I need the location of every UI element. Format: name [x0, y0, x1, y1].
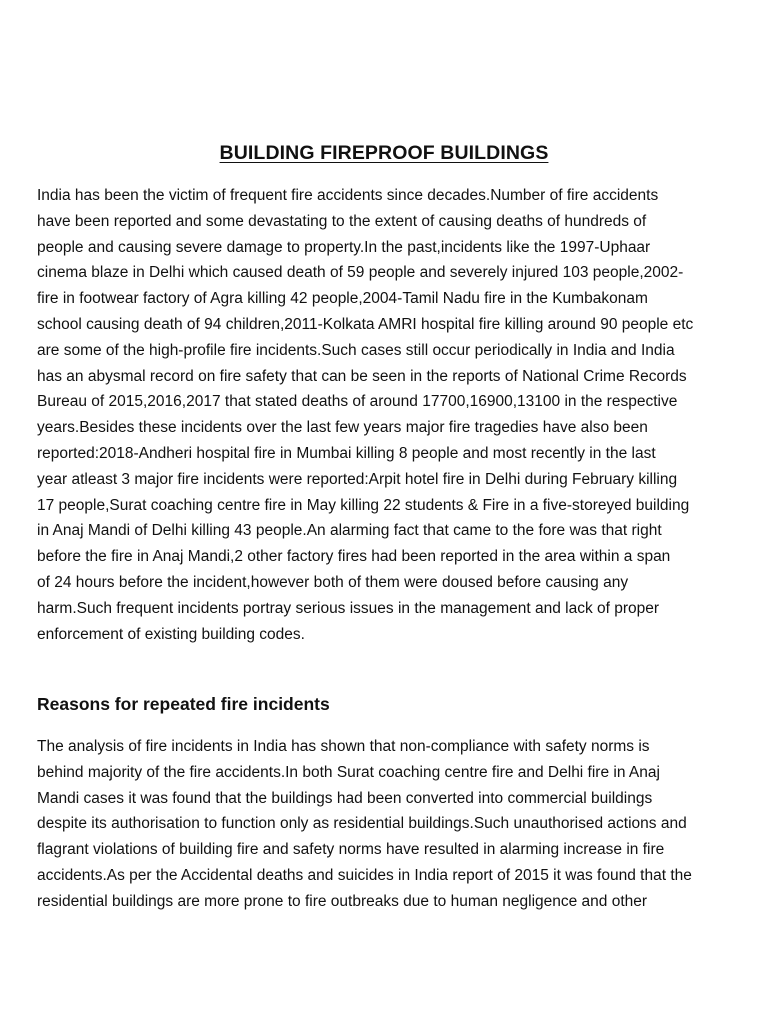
paragraph-line: have been reported and some devastating to the extent of causing deaths of hundreds of — [37, 212, 647, 230]
paragraph-line: accidents.As per the Accidental deaths and suicides in India report of 2015 it was found that the — [37, 866, 692, 884]
paragraph-line: Bureau of 2015,2016,2017 that stated deaths of around 17700,16900,13100 in the respective — [37, 393, 678, 411]
paragraph-line: has an abysmal record on fire safety that can be seen in the reports of National Crime Records — [37, 367, 687, 385]
paragraph-line: flagrant violations of building fire and safety norms have resulted in alarming increase in fire — [37, 841, 665, 859]
paragraph-line: cinema blaze in Delhi which caused death of 59 people and severely injured 103 people,2002- — [37, 264, 684, 282]
paragraph-line: despite its authorisation to function only as residential buildings.Such unauthorised actions and — [37, 815, 687, 833]
document-title: BUILDING FIREPROOF BUILDINGS — [219, 142, 549, 164]
section-heading: Reasons for repeated fire incidents — [37, 694, 330, 714]
paragraph-line: Mandi cases it was found that the buildings had been converted into commercial buildings — [37, 789, 653, 807]
paragraph-line: 17 people,Surat coaching centre fire in May killing 22 students & Fire in a five-storeyed building — [37, 496, 690, 514]
paragraph-line: before the fire in Anaj Mandi,2 other factory fires had been reported in the area within a span — [37, 548, 671, 566]
paragraph-line: of 24 hours before the incident,however both of them were doused before causing any — [37, 573, 629, 591]
paragraph-line: behind majority of the fire accidents.In both Surat coaching centre fire and Delhi fire in Anaj — [37, 763, 660, 781]
paragraph-line: reported:2018-Andheri hospital fire in Mumbai killing 8 people and most recently in the last — [37, 444, 656, 462]
reasons-paragraph — [37, 734, 731, 915]
intro-paragraph — [37, 183, 731, 647]
paragraph-line: in Anaj Mandi of Delhi killing 43 people.An alarming fact that came to the fore was that right — [37, 522, 662, 540]
paragraph-line: residential buildings are more prone to fire outbreaks due to human negligence and other — [37, 892, 648, 910]
paragraph-line: year atleast 3 major fire incidents were reported:Arpit hotel fire in Delhi during February killing — [37, 470, 678, 488]
paragraph-line: are some of the high-profile fire incidents.Such cases still occur periodically in India and India — [37, 341, 675, 359]
paragraph-line: people and causing severe damage to property.In the past,incidents like the 1997-Uphaar — [37, 238, 651, 256]
paragraph-line: The analysis of fire incidents in India has shown that non-compliance with safety norms is — [37, 738, 650, 755]
paragraph-line: fire in footwear factory of Agra killing 42 people,2004-Tamil Nadu fire in the Kumbakonam — [37, 290, 648, 308]
paragraph-line: harm.Such frequent incidents portray serious issues in the management and lack of proper — [37, 599, 660, 617]
paragraph-line: years.Besides these incidents over the last few years major fire tragedies have also been — [37, 419, 648, 437]
paragraph-line: India has been the victim of frequent fire accidents since decades.Number of fire accidents — [37, 187, 659, 204]
paragraph-line: school causing death of 94 children,2011-Kolkata AMRI hospital fire killing around 90 people etc — [37, 315, 694, 333]
paragraph-line: enforcement of existing building codes. — [37, 625, 305, 643]
